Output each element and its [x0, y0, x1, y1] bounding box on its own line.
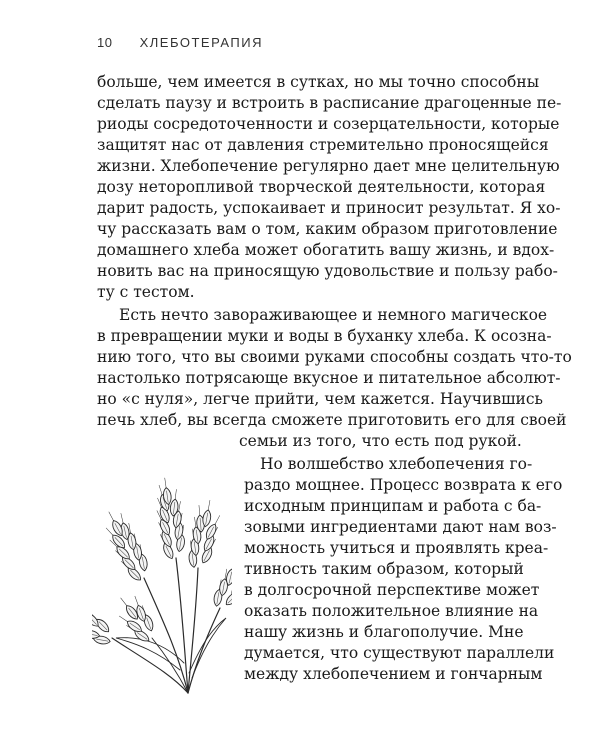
text-line: дарит радость, успокаивает и приносит результат. Я хо- [97, 199, 561, 217]
text-line: оказать положительное влияние на [244, 602, 539, 620]
text-line: можность учиться и проявлять креа- [244, 539, 549, 557]
text-line: домашнего хлеба может обогатить вашу жизнь, и вдох- [97, 241, 555, 259]
text-line: настолько потрясающе вкусное и питательное абсолют- [97, 369, 561, 387]
text-line: исходным принципам и работа с ба- [244, 497, 542, 515]
text-line: защитят нас от давления стремительно проносящейся [97, 136, 549, 154]
text-line: раздо мощнее. Процесс возврата к его [244, 476, 563, 494]
text-line: ту с тестом. [97, 283, 195, 301]
text-line: новить вас на приносящую удовольствие и пользу рабо- [97, 262, 558, 280]
text-line: риоды сосредоточенности и созерцательности, которые [97, 115, 560, 133]
text-line: нашу жизнь и благополучие. Мне [244, 623, 524, 641]
page-number: 10 [97, 35, 113, 50]
text-line: между хлебопечением и гончарным [244, 665, 543, 683]
text-line: думается, что существуют параллели [244, 644, 555, 662]
running-header [97, 35, 263, 50]
text-line: нию того, что вы своими руками способны создать что-то [97, 348, 572, 366]
wheat-ears-icon [92, 448, 232, 698]
text-line: в превращении муки и воды в буханку хлеба. К осозна- [97, 327, 552, 345]
text-line: больше, чем имеется в сутках, но мы точно способны [97, 73, 540, 91]
text-line: сделать паузу и встроить в расписание драгоценные пе- [97, 94, 562, 112]
text-line: зовыми ингредиентами дают нам воз- [244, 518, 557, 536]
text-line: дозу неторопливой творческой деятельности, которая [97, 178, 546, 196]
text-line: тивность таким образом, который [244, 560, 524, 578]
text-line: Есть нечто завораживающее и немного магическое [119, 306, 548, 324]
text-line: печь хлеб, вы всегда сможете приготовить его для своей [97, 411, 567, 429]
running-title: ХЛЕБОТЕРАПИЯ [139, 35, 263, 50]
text-line: в долгосрочной перспективе может [244, 581, 540, 599]
text-line: чу рассказать вам о том, каким образом приготовление [97, 220, 558, 238]
text-line: семьи из того, что есть под рукой. [239, 432, 522, 450]
text-line: Но волшебство хлебопечения го- [260, 455, 533, 473]
text-line: но «с нуля», легче прийти, чем кажется. Научившись [97, 390, 543, 408]
text-line: жизни. Хлебопечение регулярно дает мне целительную [97, 157, 560, 175]
